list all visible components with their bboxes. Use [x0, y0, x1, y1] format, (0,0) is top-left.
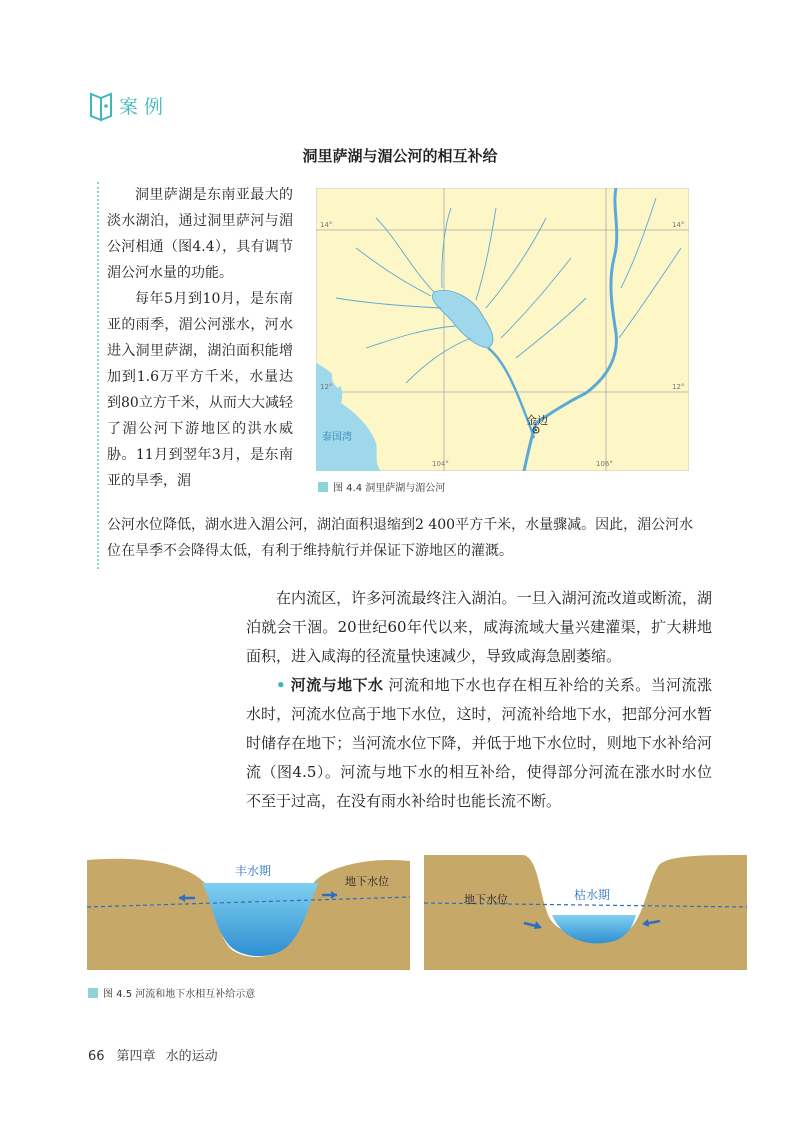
case-paragraph-2-continued: 公河水位降低，湖水进入湄公河，湖泊面积退缩到2 400平方千米，水量骤减。因此，湄公河水位在旱季不会降得太低，有利于维持航行并保证下游地区的灌溉。	[107, 517, 694, 559]
case-label: 案例	[119, 96, 170, 118]
caption-marker	[318, 482, 328, 492]
main-paragraph-2	[246, 671, 712, 816]
groundwater-label-dry: 地下水位	[464, 893, 508, 906]
groundwater-label-flood: 地下水位	[345, 875, 389, 888]
chapter-number: 第四章	[116, 1049, 156, 1064]
case-paragraph-2: 每年5月到10月，是东南亚的雨季，湄公河涨水，河水进入洞里萨湖，湖泊面积能增加到1.6万平方千米，水量达到80立方千米，从而大大减轻了湄公河下游地区的洪水威胁。11月到翌年3月，是东南亚的旱季，湄	[107, 291, 293, 489]
gulf-label: 泰国湾	[322, 432, 352, 443]
map-caption-text: 图 4.4 洞里萨湖与湄公河	[333, 483, 446, 494]
figure-4-5-caption-text: 图 4.5 河流和地下水相互补给示意	[103, 989, 256, 1000]
case-book-icon	[88, 88, 114, 122]
case-paragraph-1: 洞里萨湖是东南亚最大的淡水湖泊，通过洞里萨河与湄公河相通（图4.4），具有调节湄公河水量的功能。	[107, 187, 293, 281]
flood-label: 丰水期	[235, 864, 272, 878]
main-text	[246, 584, 712, 816]
page-number: 66	[88, 1049, 105, 1064]
case-title: 洞里萨湖与湄公河的相互补给	[302, 147, 498, 165]
dry-season-diagram	[424, 855, 747, 970]
tonle-sap-mekong-map	[316, 188, 689, 471]
map-caption	[318, 479, 445, 494]
lon-label-2: 106°	[596, 460, 613, 468]
main-paragraph-2-text: 河流和地下水也存在相互补给的关系。当河流涨水时，河流水位高于地下水位，这时，河流补给地下水，把部分河水暂时储存在地下；当河流水位下降，并低于地下水位时，则地下水补给河流（图4.5）。河流与地下水的相互补给，使得部分河流在涨水时水位不至于过高，在没有雨水补给时也能长流不断。	[246, 676, 712, 810]
lat-label-1: 14°	[320, 221, 333, 229]
flood-season-diagram	[87, 855, 410, 970]
phnom-penh-label: 金边	[526, 414, 548, 427]
lat-label-2: 14°	[672, 221, 685, 229]
bullet-icon: •	[276, 676, 286, 694]
caption-marker	[88, 988, 98, 998]
figure-4-5-caption	[88, 985, 255, 1000]
inline-heading: 河流与地下水	[290, 676, 384, 694]
page-footer	[88, 1045, 218, 1064]
lon-label-1: 104°	[432, 460, 449, 468]
chapter-title: 水的运动	[165, 1049, 218, 1064]
case-text-wide	[107, 512, 697, 564]
main-paragraph-1: 在内流区，许多河流最终注入湖泊。一旦入湖河流改道或断流，湖泊就会干涸。20世纪60年代以来，咸海流域大量兴建灌渠，扩大耕地面积，进入咸海的径流量快速减少，导致咸海急剧萎缩。	[246, 589, 712, 665]
dry-label: 枯水期	[574, 888, 611, 902]
lat-label-4: 12°	[672, 383, 685, 391]
lat-label-3: 12°	[320, 383, 333, 391]
case-text-narrow	[107, 182, 293, 494]
